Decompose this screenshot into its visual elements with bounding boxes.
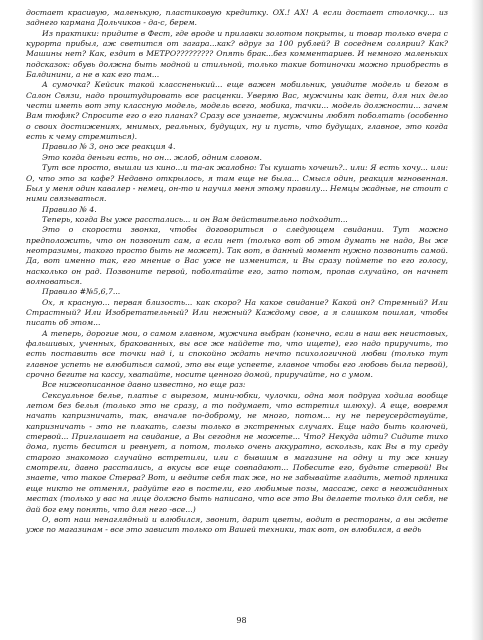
- rule-heading: Правило № 4.: [42, 204, 97, 214]
- paragraph: Тут все просто, вышли из кино...и та-ак жалобно: Ты кушать хочешь?.. или: Я есть хочу... или: О, что это за кафе? Недавно открылось, я там еще не была... Смысл один, реакция мгновенная. Был у меня один кавалер - немец, он-то и научил меня этому правилу... Немцы жадные, не стоит с ними связываться.: [26, 163, 448, 204]
- paragraph: А сумочка? Кейсик такой классненький... еще важен мобильник, увидите модель и бегом в Салон Связи, надо проштудировать все расценки. Уверяю Вас, мужчины как дети, для них дело чести иметь вот эту классную модель, модель всего, мобика, тачки... модель должности... зачем Вам тюфяк? Спросите его о его планах? Сразу все узнаете, мужчины любят поболтать (особенно о своих достижениях, мнимых, реальных, будущих, ну и пусть, что будущих, главное, это когда есть к чему стремиться).: [26, 80, 448, 142]
- paragraph: Это о скорости звонка, чтобы договориться о следующем свидании. Тут можно предположить, что он позвонит сам, а если нет (только вот об этом думать не надо, Вы же неотразимы, такого просто быть не может). Так вот, в данный момент нужно позвонить самой. Да, вот именно так, его мнение о Вас уже не изменится, и Вы сразу поймете по его голосу, насколько он рад. Позвоните первой, поболтайте его, зато потом, пропав случайно, он начнет волноваться.: [26, 225, 448, 286]
- paragraph: А теперь, дорогие мои, о самом главном, мужчина выбран (конечно, если в наш век неистовых, фальшивых, ученных, бракованных, вы все же найдете то, что ищете), его надо приручить, то есть поставить все точки над i, и спокойно ждать нечто психологичной любви (только тут главное успеть не влюбиться самой, это вы еще успеете, главное чтобы его любовь была первой), срочно бегите на кассу, хватайте, носите ценного домой, приручайте, но с умом.: [26, 328, 448, 380]
- rule-heading: Правило #№5,6,7...: [42, 287, 121, 297]
- body-text: [26, 8, 448, 536]
- paragraph: Ох, я красную... первая близость... как скоро? На какое свидание? Какой он? Стремный? Или Страстный? Или Изобретательный? Или нежный? Каждому свое, а я слишком пошлая, чтобы писать об этом...: [26, 297, 448, 328]
- paragraph: Сексуальное белье, платье с вырезом, мини-юбки, чулочки, одна моя подруга ходила вообще летом без белья (только это не сразу, а то подумает, что встретил шлюху). А еще, вовремя начать капризничать, так, вначале по-доброму, не много, потом... ну не переусердствуйте, капризничать - это не плакать, слезы только в экстренных случаях. Еще надо быть колючей, стервой... Приглашает на свидание, а Вы сегодня не можете... Что? Некуда идти? Сидите тихо дома, пусть бесится и ревнует, а потом, только очень аккуратно, вскользь, как Вы в ту среду старого знакомого случайно встретили, или с бывшим в магазине на одну и ту же книгу смотрели, давно расстались, а вкусы все еще совпадают... Побесите его, будьте стервой! Вы знаете, что такое Стерва? Вот, и ведите себя так же, но не забывайте гладить, метод пряника еще никто не отменял, радуйте его в постели, его любимые позы, массаж, секс в неожиданных местах (только у вас на лице должно быть написано, что все это Вы делаете только для себя, не дай бог ему понять, что для него -все...): [26, 390, 448, 514]
- paragraph: достает красивую, маленькую, пластиковую кредитку. ОХ.! АХ! А если достает столочку... из заднего кармана Дольчиков - да-с, берем.: [26, 8, 448, 28]
- paragraph: Это когда деньги есть, но он... жлоб, одним словом.: [42, 152, 262, 162]
- rule-heading: Правило № 3, оно же реакция 4.: [42, 142, 176, 152]
- paragraph: Теперь, когда Вы уже расстались... и он Вам действительно подходит...: [42, 214, 348, 224]
- page-number: 98: [236, 616, 247, 625]
- paragraph: Из практики: придите в Фест, где вроде и прилавки золотом покрыты, и товар только вчера с курорта прибыл, аж светится от загара...как? вдруг за 100 рублей? В соседнем солярии? Как? Машины нет? Как, ездит в МЕТРО????????? Опять брак...без комментариев. И немного маленьких подсказок: обувь должна быть модной и стильной, только такие ботиночки можно приобресть в Балдинини, а не в как его там...: [26, 28, 448, 80]
- page-edge-shadow: [471, 0, 483, 640]
- paragraph: Все нижеописанное давно известно, но еще раз:: [42, 380, 246, 390]
- paragraph: О, вот наш ненаглядный и влюбился, звонит, дарит цветы, водит в рестораны, а вы ждете уже по магазинам - все это зависит только от Вашей техники, так вот, он влюбился, а ведь: [26, 514, 448, 535]
